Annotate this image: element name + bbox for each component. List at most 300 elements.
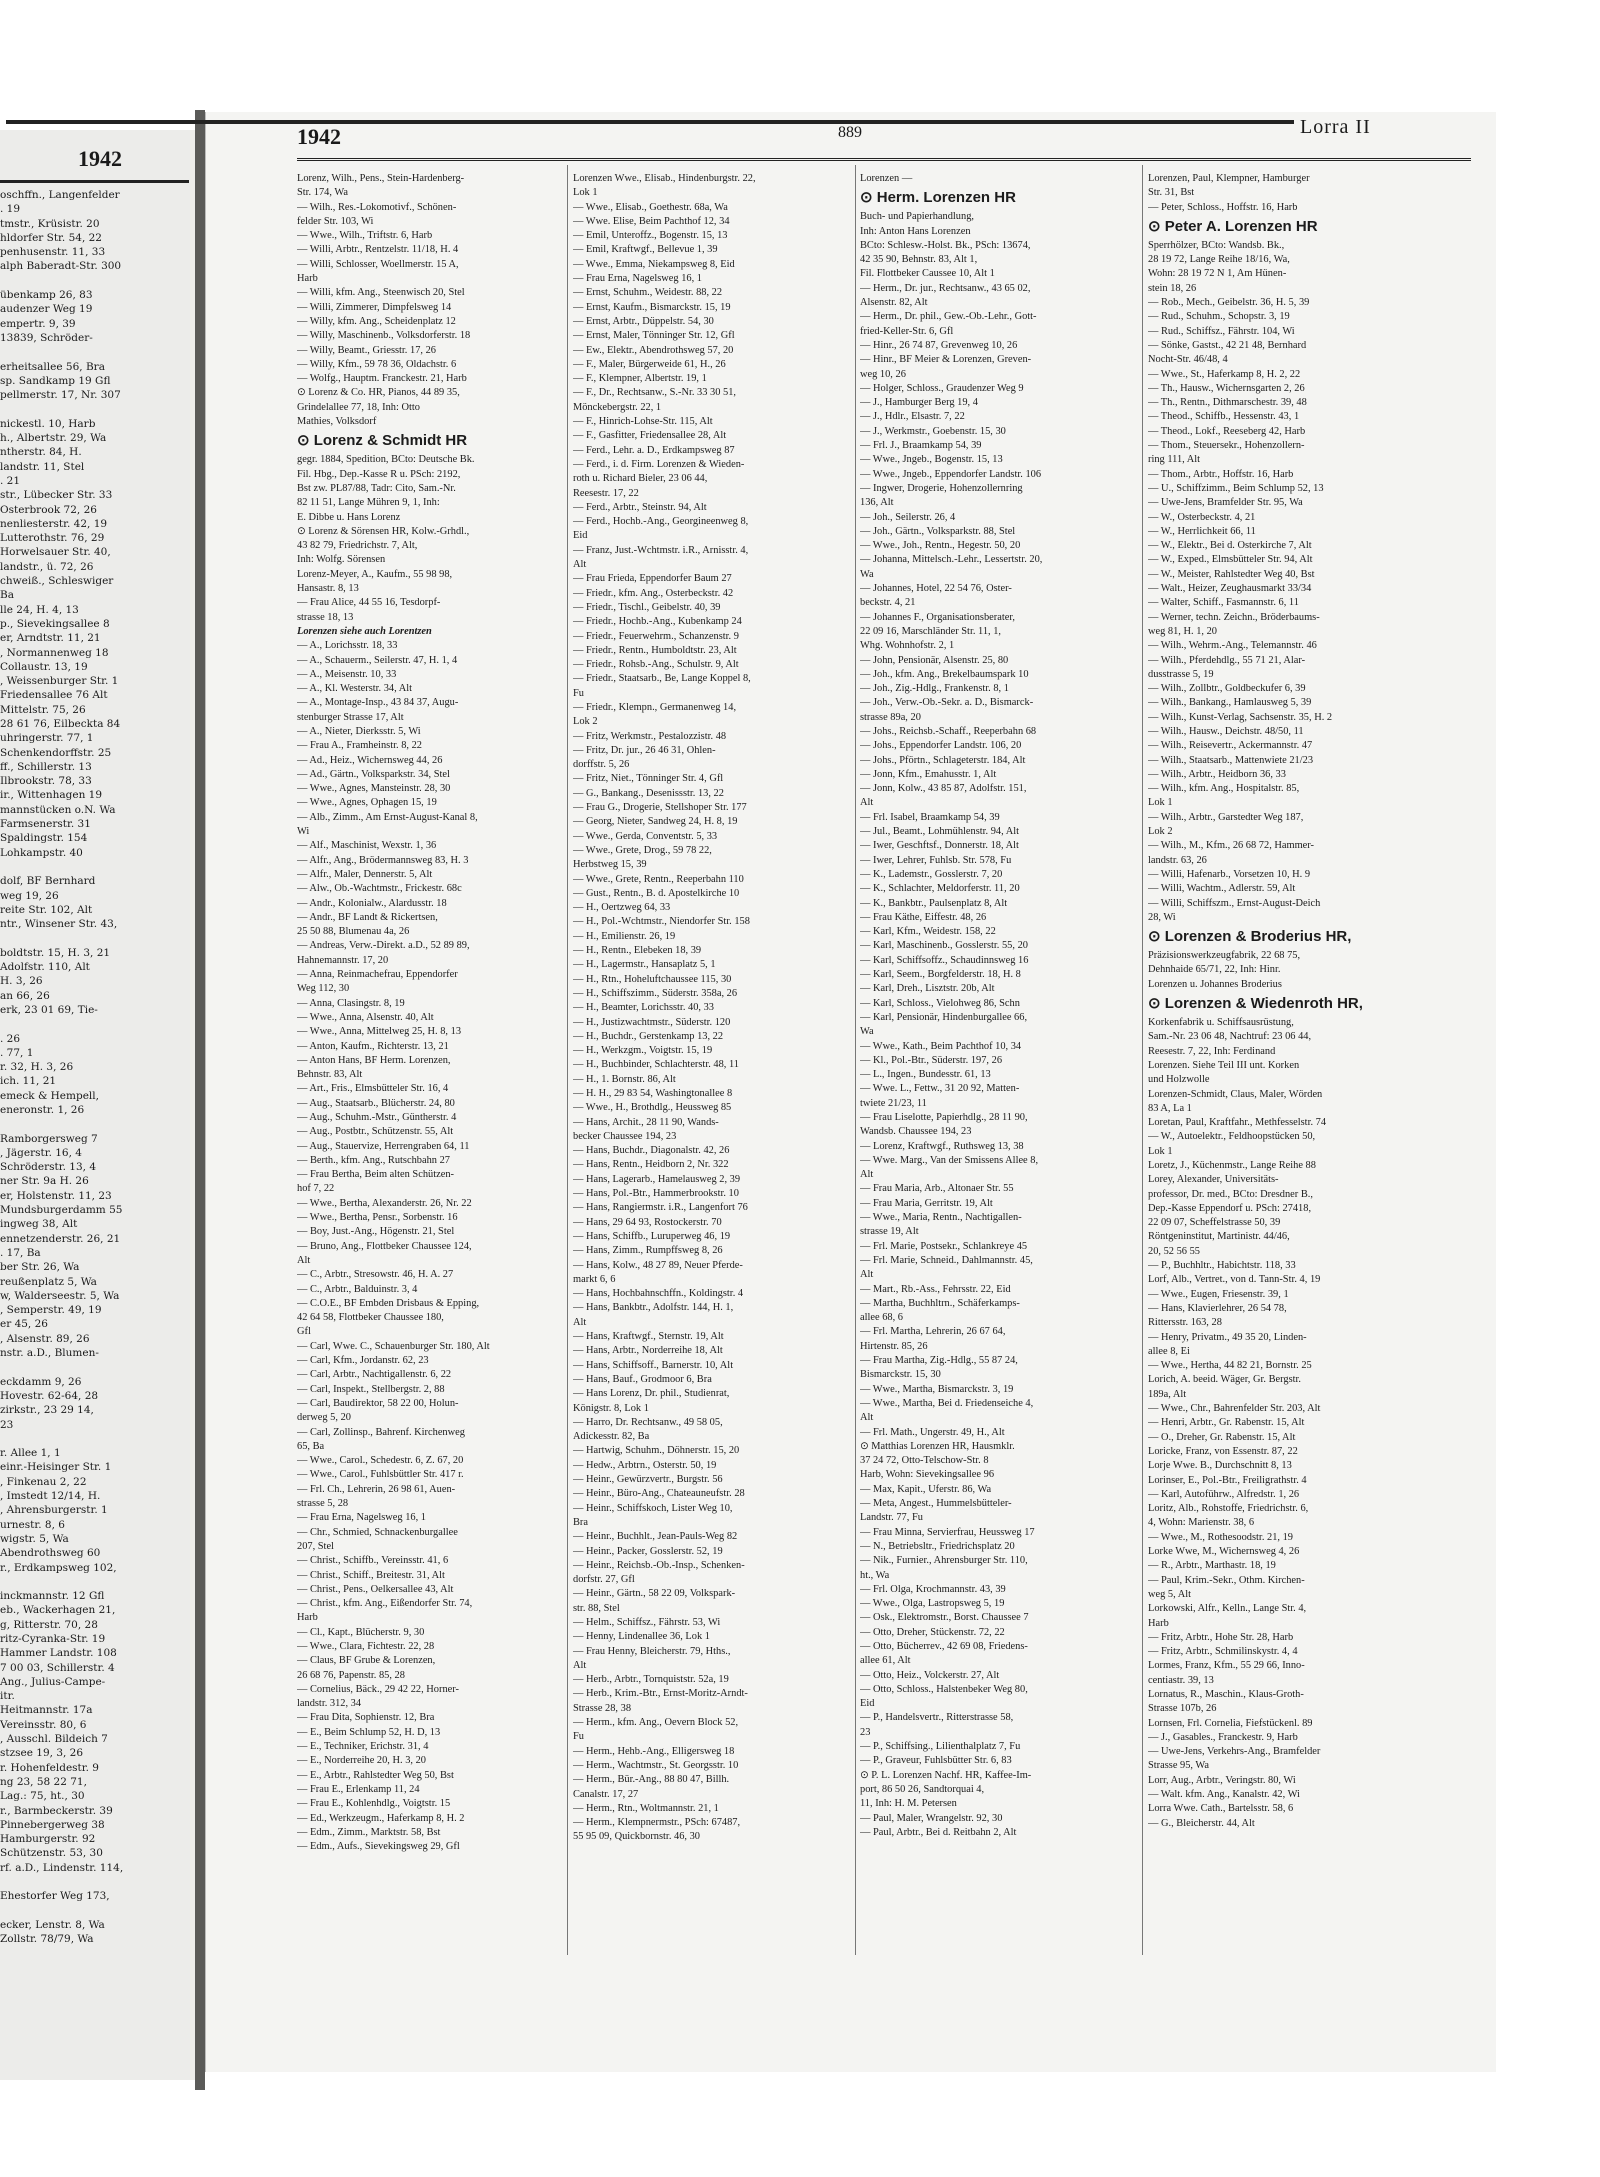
left-page-line: dolf, BF Bernhard <box>0 875 96 888</box>
directory-entry-line: — Nik., Furnier., Ahrensburger Str. 110, <box>860 1555 1028 1567</box>
left-page-line: chweiß., Schleswiger <box>0 575 114 588</box>
left-page-line: , Weissenburger Str. 1 <box>0 675 119 688</box>
directory-entry-line: 23 <box>860 1726 871 1738</box>
page-top-edge <box>6 120 1294 124</box>
directory-entry-line: — Mart., Rb.-Ass., Fehrsstr. 22, Eid <box>860 1283 1011 1295</box>
directory-entry-line: — Andr., BF Landt & Rickertsen, <box>297 911 438 923</box>
directory-entry-line: — Berth., kfm. Ang., Rutschbahn 27 <box>297 1154 450 1166</box>
directory-entry-line: — C., Arbtr., Balduinstr. 3, 4 <box>297 1283 418 1295</box>
directory-entry-line: Rittersstr. 163, 28 <box>1148 1317 1222 1329</box>
directory-entry-line: — Heinr., Büro-Ang., Chateauneufstr. 28 <box>573 1488 745 1500</box>
directory-entry-line: — Frau Maria, Gerritstr. 19, Alt <box>860 1197 993 1209</box>
directory-entry-line: Behnstr. 83, Alt <box>297 1069 363 1081</box>
directory-entry-line: — Frl. Marie, Postsekr., Schlankreye 45 <box>860 1240 1028 1252</box>
directory-entry-line: — Carl, Zollinsp., Bahrenf. Kirchenweg <box>297 1426 465 1438</box>
directory-entry-line: — Ew., Elektr., Abendrothsweg 57, 20 <box>573 344 734 356</box>
directory-entry-line: — Wwe., Hertha, 44 82 21, Bornstr. 25 <box>1148 1360 1312 1372</box>
directory-entry-line: Lorey, Alexander, Universitäts- <box>1148 1174 1279 1186</box>
directory-entry-line: allee 8, Ei <box>1148 1345 1190 1357</box>
directory-entry-line: — Wwe., Jngeb., Bogenstr. 15, 13 <box>860 454 1003 466</box>
directory-entry-line: — Wilh., Pferdehdlg., 55 71 21, Alar- <box>1148 654 1306 666</box>
directory-entry-line: — Frl. Math., Ungerstr. 49, H., Alt <box>860 1426 1005 1438</box>
directory-entry-line: — Hedw., Arbtrn., Osterstr. 50, 19 <box>573 1459 717 1471</box>
directory-entry-line: — Willy, kfm. Ang., Scheidenplatz 12 <box>297 315 456 327</box>
column-divider <box>1142 165 1143 1955</box>
directory-entry-line: — Wilh., Kunst-Verlag, Sachsenstr. 35, H. 2 <box>1148 711 1333 723</box>
directory-entry-line: Lornsen, Frl. Cornelia, Fiefstückenl. 89 <box>1148 1717 1313 1729</box>
directory-entry-line: — Frau Minna, Servierfrau, Heussweg 17 <box>860 1526 1035 1538</box>
directory-entry-line: — Wwe., Eugen, Friesenstr. 39, 1 <box>1148 1288 1289 1300</box>
directory-entry-line: — Walt. kfm. Ang., Kanalstr. 42, Wi <box>1148 1789 1300 1801</box>
directory-entry-line: — Wwe., Carol., Schedestr. 6, Z. 67, 20 <box>297 1455 464 1467</box>
directory-entry-line: Fil. Flottbeker Caussee 10, Alt 1 <box>860 268 995 280</box>
directory-entry-line: 42 64 58, Flottbeker Chaussee 180, <box>297 1312 444 1324</box>
directory-entry-line: — Ferd., Arbtr., Steinstr. 94, Alt <box>573 501 707 513</box>
directory-entry-line: — W., Osterbeckstr. 4, 21 <box>1148 511 1256 523</box>
directory-entry-line: dorfstr. 27, Gfl <box>573 1574 635 1586</box>
directory-entry-line: Mathies, Volksdorf <box>297 416 377 428</box>
left-page-line: Collaustr. 13, 19 <box>0 660 88 673</box>
directory-entry-line: — Wwe., M., Rothesoodstr. 21, 19 <box>1148 1531 1293 1543</box>
directory-entry-line: becker Chaussee 194, 23 <box>573 1130 677 1142</box>
left-page-line <box>0 1575 190 1589</box>
left-page-header-rule <box>0 180 189 183</box>
directory-entry-line: — Wilh., Arbtr., Heidborn 36, 33 <box>1148 768 1286 780</box>
directory-entry-line: — Wwe., Anna, Mittelweg 25, H. 8, 13 <box>297 1026 462 1038</box>
directory-entry-line: — Helm., Schiffsz., Fährstr. 53, Wi <box>573 1616 721 1628</box>
directory-entry-line: — Christ., kfm. Ang., Eißendorfer Str. 74, <box>297 1598 473 1610</box>
directory-entry-line: — Wilh., Staatsarb., Mattenwiete 21/23 <box>1148 754 1314 766</box>
left-page-line <box>0 1360 190 1374</box>
left-page-line: , Ausschl. Bildeich 7 <box>0 1733 108 1746</box>
directory-entry-line: 42 35 90, Behnstr. 83, Alt 1, <box>860 254 978 266</box>
left-page-line: . 21 <box>0 474 21 487</box>
directory-entry-line: — Hans, Buchdr., Diagonalstr. 42, 26 <box>573 1145 730 1157</box>
directory-entry-line: — Wilh., Reisevertr., Ackermannstr. 47 <box>1148 740 1313 752</box>
directory-entry-line: — Wwe., Emma, Niekampsweg 8, Eid <box>573 258 735 270</box>
header-rule <box>297 158 1471 161</box>
directory-entry-line: — Frau Erna, Nagelsweg 16, 1 <box>573 273 702 285</box>
left-page-line: penhusenstr. 11, 33 <box>0 246 106 259</box>
directory-entry-line: — W., Herrlichkeit 66, 11 <box>1148 525 1256 537</box>
directory-entry-line: 37 24 72, Otto-Telschow-Str. 8 <box>860 1455 989 1467</box>
left-page-line: Ilbrookstr. 78, 33 <box>0 775 92 788</box>
directory-entry-line: — Th., Hausw., Wichernsgarten 2, 26 <box>1148 382 1305 394</box>
left-page-line: , Imstedt 12/14, H. <box>0 1490 101 1503</box>
left-page-line: boldtstr. 15, H. 3, 21 <box>0 946 111 959</box>
directory-entry-line: — Hans, Hochbahnschffn., Koldingstr. 4 <box>573 1288 744 1300</box>
left-page-text-fragments <box>0 188 190 1947</box>
left-page-line <box>0 1117 190 1131</box>
directory-entry-line: Dehnhaide 65/71, 22, Inh: Hinr. <box>1148 964 1281 976</box>
left-page-line: reußenplatz 5, Wa <box>0 1275 97 1288</box>
directory-entry-line: — Thom., Steuersekr., Hohenzollern- <box>1148 440 1305 452</box>
left-page-line: Hammer Landstr. 108 <box>0 1647 117 1660</box>
directory-entry-line: — Aug., Staatsarb., Blücherstr. 24, 80 <box>297 1097 455 1109</box>
directory-entry-line: — Wilh., M., Kfm., 26 68 72, Hammer- <box>1148 840 1314 852</box>
directory-entry-line: — Alf., Maschinist, Wexstr. 1, 36 <box>297 840 437 852</box>
directory-entry-line: — A., Kl. Westerstr. 34, Alt <box>297 683 412 695</box>
directory-entry-line: Lorr, Aug., Arbtr., Veringstr. 80, Wi <box>1148 1774 1296 1786</box>
directory-entry-line: — J., Hdlr., Elsastr. 7, 22 <box>860 411 965 423</box>
directory-entry-line: — Joh., Zig.-Hdlg., Frankenstr. 8, 1 <box>860 683 1009 695</box>
left-page-line: , Finkenau 2, 22 <box>0 1475 87 1488</box>
left-page-line <box>0 274 190 288</box>
directory-entry-line: — H., Oertzweg 64, 33 <box>573 902 671 914</box>
directory-entry-line: — U., Schiffzimm., Beim Schlump 52, 13 <box>1148 482 1324 494</box>
directory-entry-line: — Hans, Rentn., Heidborn 2, Nr. 322 <box>573 1159 729 1171</box>
directory-entry-line: — E., Techniker, Erichstr. 31, 4 <box>297 1741 429 1753</box>
left-page-line: Mundsburgerdamm 55 <box>0 1204 123 1217</box>
directory-column-4 <box>1148 172 1473 1831</box>
directory-entry-line: — A., Nieter, Dierksstr. 5, Wi <box>297 725 421 737</box>
firm-heading: ⊙ Herm. Lorenzen HR <box>860 189 1016 207</box>
directory-entry-line: — Wilh., Hausw., Deichstr. 48/50, 11 <box>1148 725 1304 737</box>
directory-entry-line: — H. H., 29 83 54, Washingtonallee 8 <box>573 1088 733 1099</box>
directory-entry-line: — Heinr., Gärtn., 58 22 09, Volkspark- <box>573 1588 736 1600</box>
directory-entry-line: Lorinser, E., Pol.-Btr., Freiligrathstr. 4 <box>1148 1474 1307 1486</box>
directory-entry-line: — Karl, Maschinenb., Gosslerstr. 55, 20 <box>860 940 1028 952</box>
left-page-line: einr.-Heisinger Str. 1 <box>0 1461 112 1474</box>
directory-entry-line: Lorkowski, Alfr., Kelln., Lange Str. 4, <box>1148 1603 1307 1615</box>
directory-entry-line: — Edm., Zimm., Marktstr. 58, Bst <box>297 1826 441 1838</box>
directory-entry-line: Fil. Hbg., Dep.-Kasse R u. PSch: 2192, <box>297 468 461 480</box>
left-page-line: nenliesterstr. 42, 19 <box>0 517 108 530</box>
directory-entry-line: — Herm., Klempnermstr., PSch: 67487, <box>573 1817 741 1829</box>
left-page-line: , Ahrensburgerstr. 1 <box>0 1504 108 1517</box>
left-page-line: , Normannenweg 18 <box>0 646 109 659</box>
directory-entry-line: — Emil, Unteroffz., Bogenstr. 15, 13 <box>573 230 728 242</box>
directory-entry-line: — Meta, Angest., Hummelsbütteler- <box>860 1498 1012 1510</box>
directory-entry-line: Loricke, Franz, von Essenstr. 87, 22 <box>1148 1445 1298 1457</box>
directory-entry-line: — Thom., Arbtr., Hoffstr. 16, Harb <box>1148 468 1294 480</box>
directory-entry-line: — E., Arbtr., Rahlstedter Weg 50, Bst <box>297 1769 454 1781</box>
left-page-line: Mittelstr. 75, 26 <box>0 703 86 716</box>
directory-entry-line: E. Dibbe u. Hans Lorenz <box>297 511 401 523</box>
left-page-line: H. 3, 26 <box>0 975 43 988</box>
directory-entry-line: — Heinr., Packer, Gosslerstr. 52, 19 <box>573 1545 723 1557</box>
directory-entry-line: port, 86 50 26, Sandtorquai 4, <box>860 1783 985 1795</box>
directory-entry-line: 26 68 76, Papenstr. 85, 28 <box>297 1669 405 1681</box>
book-gutter <box>195 110 205 2090</box>
directory-entry-line: — Osk., Elektromstr., Borst. Chaussee 7 <box>860 1612 1029 1624</box>
directory-entry-line: Lorke Wwe, M., Wichernsweg 4, 26 <box>1148 1546 1300 1558</box>
directory-entry-line: Alt <box>297 1254 311 1266</box>
directory-entry-line: — Ernst, Maler, Tönninger Str. 12, Gfl <box>573 330 735 342</box>
directory-entry-line: — A., Lorichsstr. 18, 33 <box>297 640 398 652</box>
directory-entry-line: — P., Graveur, Fuhlsbütter Str. 6, 83 <box>860 1755 1012 1767</box>
left-page-line: Schützenstr. 53, 30 <box>0 1847 103 1860</box>
directory-entry-line: dorffstr. 5, 26 <box>573 759 630 771</box>
directory-entry-line: Hahnemannstr. 17, 20 <box>297 954 389 966</box>
directory-entry-line: — Carl, Arbtr., Nachtigallenstr. 6, 22 <box>297 1369 452 1381</box>
directory-entry-line: Inh: Anton Hans Lorenzen <box>860 225 971 237</box>
directory-entry-line: — Chr., Schmied, Schnackenburgallee <box>297 1526 458 1538</box>
directory-entry-line: allee 68, 6 <box>860 1312 903 1324</box>
column-divider <box>567 165 568 1955</box>
directory-entry-line: 20, 52 56 55 <box>1148 1245 1200 1257</box>
directory-entry-line: — J., Werkmstr., Goebenstr. 15, 30 <box>860 425 1006 437</box>
directory-entry-line: Bst zw. PL87/88, Tadr: Cito, Sam.-Nr. <box>297 482 456 494</box>
directory-entry-line: Harb <box>1148 1617 1169 1629</box>
firm-heading: ⊙ Lorenz & Schmidt HR <box>297 432 468 450</box>
directory-entry-line: — Hans, Klavierlehrer, 26 54 78, <box>1148 1302 1287 1314</box>
directory-entry-line: strasse 18, 13 <box>297 611 354 623</box>
directory-entry-line: — Wolfg., Hauptm. Franckestr. 21, Harb <box>297 373 467 385</box>
directory-entry-line: — C., Arbtr., Stresowstr. 46, H. A. 27 <box>297 1269 454 1281</box>
directory-entry-line: — Wwe., Jngeb., Eppendorfer Landstr. 106 <box>860 468 1042 480</box>
directory-entry-line: — Herb., Arbtr., Tornquiststr. 52a, 19 <box>573 1674 729 1686</box>
directory-entry-line: — Emil, Kraftwgf., Bellevue 1, 39 <box>573 244 718 256</box>
directory-entry-line: — Anna, Clasingstr. 8, 19 <box>297 997 405 1009</box>
directory-entry-line: professor, Dr. med., BCto: Dresdner B., <box>1148 1188 1313 1200</box>
directory-entry-line: Lorje Wwe. B., Durchschnitt 8, 13 <box>1148 1460 1292 1472</box>
directory-entry-line: Harb, Wohn: Sievekingsallee 96 <box>860 1469 995 1481</box>
page-number: 889 <box>838 124 862 141</box>
directory-entry-line: Lok 2 <box>1148 826 1173 838</box>
directory-entry-line: — Werner, techn. Zeichn., Bröderbaums- <box>1148 611 1320 623</box>
directory-entry-line: Königstr. 8, Lok 1 <box>573 1402 649 1414</box>
directory-entry-line: — Frau Erna, Nagelsweg 16, 1 <box>297 1512 426 1524</box>
left-page-line: Ehestorfer Weg 173, <box>0 1890 110 1903</box>
directory-entry-line: ⊙ Lorenz & Sörensen HR, Kolw.-Grhdl., <box>297 525 470 537</box>
directory-entry-line: — Bruno, Ang., Flottbeker Chaussee 124, <box>297 1240 472 1252</box>
directory-entry-line: roth u. Richard Bieler, 23 06 44, <box>573 473 708 485</box>
column-divider <box>855 165 856 1955</box>
directory-entry-line: — Max, Kapit., Uferstr. 86, Wa <box>860 1483 992 1495</box>
directory-entry-line: — Hans, Zimm., Rumpffsweg 8, 26 <box>573 1245 723 1257</box>
directory-entry-line: — Walter, Schiff., Fasmannstr. 6, 11 <box>1148 597 1299 609</box>
directory-entry-line: Alt <box>573 1316 587 1328</box>
directory-entry-line: — Friedr., Rentn., Humboldtstr. 23, Alt <box>573 644 737 656</box>
directory-entry-line: — Willi, Hafenarb., Vorsetzen 10, H. 9 <box>1148 868 1311 880</box>
directory-column-2 <box>573 172 851 1845</box>
directory-entry-line: Lorenz-Meyer, A., Kaufm., 55 98 98, <box>297 568 453 580</box>
directory-entry-line: 4, Wohn: Marienstr. 38, 6 <box>1148 1517 1255 1529</box>
directory-entry-line: — Johs., Reichsb.-Schaff., Reeperbahn 68 <box>860 725 1037 737</box>
directory-entry-line: — Fritz, Arbtr., Hohe Str. 28, Harb <box>1148 1631 1294 1643</box>
directory-entry-line: Sam.-Nr. 23 06 48, Nachtruf: 23 06 44, <box>1148 1031 1312 1043</box>
directory-entry-line: — Walt., Heizer, Zeughausmarkt 33/34 <box>1148 583 1312 595</box>
directory-entry-line: — Alw., Ob.-Wachtmstr., Frickestr. 68c <box>297 883 462 895</box>
left-page-line: ng 23, 58 22 71, <box>0 1775 87 1788</box>
left-page-line: reite Str. 102, Alt <box>0 903 93 916</box>
directory-entry-line: — Johanna, Mittelsch.-Lehr., Lessertstr. 20, <box>860 554 1043 566</box>
directory-entry-line: — Wwe., Grete, Drog., 59 78 22, <box>573 844 712 856</box>
left-page-line: eneronstr. 1, 26 <box>0 1104 85 1116</box>
directory-entry-line: — L., Ingen., Bundesstr. 61, 13 <box>860 1069 991 1081</box>
directory-entry-line: — Wwe., Joh., Rentn., Hegestr. 50, 20 <box>860 540 1021 552</box>
directory-entry-line: — Willi, Wachtm., Adlerstr. 59, Alt <box>1148 883 1296 895</box>
left-page-line: wigstr. 5, Wa <box>0 1532 69 1545</box>
directory-entry-line: Bra <box>573 1516 589 1528</box>
left-page-line: ir., Wittenhagen 19 <box>0 789 103 802</box>
left-page-line: eckdamm 9, 26 <box>0 1375 82 1388</box>
left-page-line: r. Allee 1, 1 <box>0 1447 61 1460</box>
directory-entry-line: Mönckebergstr. 22, 1 <box>573 401 662 413</box>
directory-entry-line: — Frl. Isabel, Braamkamp 54, 39 <box>860 811 1000 823</box>
directory-entry-line: Herbstweg 15, 39 <box>573 859 647 871</box>
directory-entry-line: — Herm., Hehb.-Ang., Elligersweg 18 <box>573 1745 735 1757</box>
directory-entry-line: — Fritz, Niet., Tönninger Str. 4, Gfl <box>573 773 724 785</box>
left-page-line: an 66, 26 <box>0 989 50 1002</box>
left-page-line: Schenkendorffstr. 25 <box>0 746 112 759</box>
directory-entry-line: — Heinr., Reichsb.-Ob.-Insp., Schenken- <box>573 1559 745 1571</box>
directory-entry-line: — Friedr., Klempn., Germanenweg 14, <box>573 701 737 713</box>
directory-entry-line: — Henri, Arbtr., Gr. Rabenstr. 15, Alt <box>1148 1417 1305 1429</box>
directory-entry-line: Lorenzen. Siehe Teil III unt. Korken <box>1148 1059 1300 1071</box>
directory-entry-line: — Edm., Aufs., Sievekingsweg 29, Gfl <box>297 1841 460 1853</box>
directory-entry-line: — Theod., Lokf., Reeseberg 42, Harb <box>1148 425 1306 437</box>
left-page-line: landstr. 11, Stel <box>0 460 85 473</box>
directory-entry-line: — Hans Lorenz, Dr. phil., Studienrat, <box>573 1388 730 1400</box>
directory-entry-line: — Christ., Schiff., Breitestr. 31, Alt <box>297 1569 445 1581</box>
directory-entry-line: Loretz, J., Küchenmstr., Lange Reihe 88 <box>1148 1160 1316 1171</box>
directory-entry-line: Alt <box>860 1269 874 1281</box>
directory-entry-line: Lorenzen Wwe., Elisab., Hindenburgstr. 22, <box>573 173 756 184</box>
left-page-line: ritz-Cyranka-Str. 19 <box>0 1632 106 1645</box>
directory-entry-line: — Willy, Beamt., Griesstr. 17, 26 <box>297 344 436 356</box>
directory-entry-line: — Frl. Martha, Lehrerin, 26 67 64, <box>860 1326 1006 1338</box>
directory-entry-line: 82 11 51, Lange Mühren 9, 1, Inh: <box>297 497 440 509</box>
left-page-line: zirkstr., 23 29 14, <box>0 1404 94 1417</box>
directory-entry-line: — Herm., Bür.-Ang., 88 80 47, Billh. <box>573 1774 730 1786</box>
left-page-line: Farmsenerstr. 31 <box>0 818 91 831</box>
directory-entry-line: stein 18, 26 <box>1148 282 1197 294</box>
directory-entry-line: Strasse 107b, 26 <box>1148 1703 1217 1715</box>
left-page-line: nstr. a.D., Blumen- <box>0 1347 99 1360</box>
directory-entry-line: — Joh., Gärtn., Volksparkstr. 88, Stel <box>860 525 1016 537</box>
directory-entry-line: — Fritz, Arbtr., Schmilinskystr. 4, 4 <box>1148 1646 1298 1658</box>
directory-entry-line: — Rud., Schuhm., Schopstr. 3, 19 <box>1148 311 1290 323</box>
directory-entry-line: — K., Lademstr., Gosslerstr. 7, 20 <box>860 868 1003 880</box>
directory-entry-line: — Hans, Rangiermstr. i.R., Langenfort 76 <box>573 1202 748 1214</box>
directory-entry-line: Canalstr. 17, 27 <box>573 1788 639 1800</box>
directory-entry-line: str. 88, Stel <box>573 1602 620 1614</box>
directory-entry-line: Lorf, Alb., Vertret., von d. Tann-Str. 4, 19 <box>1148 1274 1321 1286</box>
left-page-line: Ramborgersweg 7 <box>0 1132 98 1145</box>
left-page-line: alph Baberadt-Str. 300 <box>0 260 122 273</box>
left-page-line: inckmannstr. 12 Gfl <box>0 1590 105 1603</box>
left-page-line: 28 61 76, Eilbeckta 84 <box>0 717 121 730</box>
left-page-line: Lohkampstr. 40 <box>0 846 83 859</box>
directory-entry-line: — Hans, 29 64 93, Rostockerstr. 70 <box>573 1216 722 1228</box>
directory-entry-line: Wa <box>860 1026 874 1038</box>
directory-entry-line: ⊙ P. L. Lorenzen Nachf. HR, Kaffee-Im- <box>860 1769 1032 1781</box>
directory-entry-line: — Rud., Schiffsz., Fährstr. 104, Wi <box>1148 325 1295 337</box>
directory-entry-line: Buch- und Papierhandlung, <box>860 211 974 223</box>
left-page-line: erheitsallee 56, Bra <box>0 360 105 373</box>
directory-entry-line: landstr. 63, 26 <box>1148 854 1207 866</box>
directory-entry-line: 11, Inh: H. M. Petersen <box>860 1798 957 1810</box>
directory-entry-line: — Otto, Schloss., Halstenbeker Weg 80, <box>860 1683 1028 1695</box>
directory-entry-line: — Frau G., Drogerie, Stellshoper Str. 177 <box>573 802 747 814</box>
directory-entry-line: — Theod., Schiffb., Hessenstr. 43, 1 <box>1148 411 1300 423</box>
directory-entry-line: — Heinr., Buchhlt., Jean-Pauls-Weg 82 <box>573 1531 738 1543</box>
directory-entry-line: — Friedr., Tischl., Geibelstr. 40, 39 <box>573 601 721 613</box>
directory-entry-line: Lok 1 <box>1148 797 1173 809</box>
directory-entry-line: — Rob., Mech., Geibelstr. 36, H. 5, 39 <box>1148 297 1310 309</box>
directory-entry-line: — F., Maler, Bürgerweide 61, H., 26 <box>573 358 726 370</box>
directory-entry-line: ⊙ Matthias Lorenzen HR, Hausmklr. <box>860 1440 1015 1452</box>
directory-entry-line: — Andreas, Verw.-Direkt. a.D., 52 89 89, <box>297 940 470 952</box>
directory-entry-line: — Wwe., Kath., Beim Pachthof 10, 34 <box>860 1040 1022 1052</box>
directory-entry-line: fried-Keller-Str. 6, Gfl <box>860 325 954 337</box>
directory-entry-line: — Wwe., Olga, Lastropsweg 5, 19 <box>860 1598 1005 1610</box>
directory-entry-line: — Paul, Maler, Wrangelstr. 92, 30 <box>860 1812 1003 1824</box>
directory-entry-line: — Willy, Kfm., 59 78 36, Oldachstr. 6 <box>297 358 457 370</box>
directory-entry-line: — Th., Rentn., Dithmarschestr. 39, 48 <box>1148 397 1307 409</box>
directory-entry-line: — Paul, Arbtr., Bei d. Reitbahn 2, Alt <box>860 1826 1017 1838</box>
directory-entry-line: — J., Gasables., Franckestr. 9, Harb <box>1148 1731 1298 1743</box>
left-page-line: ntr., Winsener Str. 43, <box>0 918 118 931</box>
left-page-line: ber Str. 26, Wa <box>0 1261 80 1274</box>
directory-entry-line: — Jonn, Kolw., 43 85 87, Adolfstr. 151, <box>860 783 1027 795</box>
directory-entry-line: Lorenzen u. Johannes Broderius <box>1148 978 1282 990</box>
directory-entry-line: stenburger Strasse 17, Alt <box>297 711 404 723</box>
directory-entry-line: 83 A, La 1 <box>1148 1102 1192 1114</box>
left-page-line: ennetzenderstr. 26, 21 <box>0 1232 121 1245</box>
directory-entry-line: — Andr., Kolonialw., Alardusstr. 18 <box>297 897 447 909</box>
directory-entry-line: — Frau Bertha, Beim alten Schützen- <box>297 1169 454 1181</box>
left-page-line: mannstücken o.N. Wa <box>0 803 116 816</box>
directory-entry-line: — Carl, Wwe. C., Schauenburger Str. 180, Alt <box>297 1340 490 1352</box>
directory-entry-line: — Anton, Kaufm., Richterstr. 13, 21 <box>297 1040 449 1052</box>
directory-entry-line: — Art., Fris., Elmsbütteler Str. 16, 4 <box>297 1083 449 1095</box>
directory-entry-line: — Sönke, Gastst., 42 21 48, Bernhard <box>1148 339 1307 351</box>
directory-entry-line: — Claus, BF Grube & Lorenzen, <box>297 1655 436 1667</box>
directory-entry-line: — Johs., Pförtn., Schlageterstr. 184, Alt <box>860 754 1026 766</box>
directory-entry-line: — Wwe. Elise, Beim Pachthof 12, 34 <box>573 215 730 227</box>
directory-entry-line: — Karl, Seem., Borgfelderstr. 18, H. 8 <box>860 969 1021 981</box>
left-page-line: Adolfstr. 110, Alt <box>0 961 90 974</box>
directory-entry-line: Lorenzen — <box>860 173 913 184</box>
directory-entry-line: Lok 1 <box>1148 1145 1173 1157</box>
left-page-line: lle 24, H. 4, 13 <box>0 603 79 616</box>
directory-entry-line: — F., Klempner, Albertstr. 19, 1 <box>573 373 707 385</box>
left-page-line <box>0 1017 190 1031</box>
directory-entry-line: — Karl, Kfm., Weidestr. 158, 22 <box>860 926 996 938</box>
directory-entry-line: Fu <box>573 1731 584 1743</box>
directory-entry-line: 65, Ba <box>297 1440 325 1452</box>
directory-entry-line: ⊙ Lorenz & Co. HR, Pianos, 44 89 35, <box>297 387 460 399</box>
directory-entry-line: — Friedr., Rohsb.-Ang., Schulstr. 9, Alt <box>573 659 739 671</box>
directory-entry-line: — H., Beamter, Lorichsstr. 40, 33 <box>573 1002 714 1014</box>
directory-entry-line: 55 95 09, Quickbornstr. 46, 30 <box>573 1831 700 1843</box>
left-page-line: , Semperstr. 49, 19 <box>0 1304 102 1317</box>
directory-entry-line: — Johannes F., Organisationsberater, <box>860 611 1015 623</box>
directory-entry-line: strasse 89a, 20 <box>860 711 921 723</box>
directory-entry-line: weg 5, Alt <box>1148 1588 1192 1600</box>
directory-entry-line: — A., Montage-Insp., 43 84 37, Augu- <box>297 697 459 709</box>
directory-entry-line: — Iwer, Lehrer, Fuhlsb. Str. 578, Fu <box>860 854 1012 866</box>
left-page-line: audenzer Weg 19 <box>0 303 93 316</box>
directory-entry-line: — Wilh., Res.-Lokomotivf., Schönen- <box>297 201 457 213</box>
directory-entry-line: 28, Wi <box>1148 911 1176 923</box>
directory-entry-line: — Herm., kfm. Ang., Oevern Block 52, <box>573 1717 739 1729</box>
directory-entry-line: — W., Autoelektr., Feldhoopstücken 50, <box>1148 1131 1316 1143</box>
left-page-line: Lutterothstr. 76, 29 <box>0 532 105 545</box>
directory-entry-line: — Cl., Kapt., Blücherstr. 9, 30 <box>297 1626 425 1638</box>
directory-entry-line: — Frl. J., Braamkamp 54, 39 <box>860 440 982 452</box>
directory-entry-line: 22 09 07, Scheffelstrasse 50, 39 <box>1148 1217 1281 1229</box>
directory-entry-line: — F., Hinrich-Lohse-Str. 115, Alt <box>573 416 713 428</box>
directory-entry-line: — Frau Alice, 44 55 16, Tesdorpf- <box>297 597 441 609</box>
directory-entry-line: allee 61, Alt <box>860 1655 911 1667</box>
left-page-line: Vereinsstr. 80, 6 <box>0 1718 87 1731</box>
directory-entry-line: markt 6, 6 <box>573 1273 616 1285</box>
directory-entry-line: BCto: Schlesw.-Holst. Bk., PSch: 13674, <box>860 239 1031 251</box>
